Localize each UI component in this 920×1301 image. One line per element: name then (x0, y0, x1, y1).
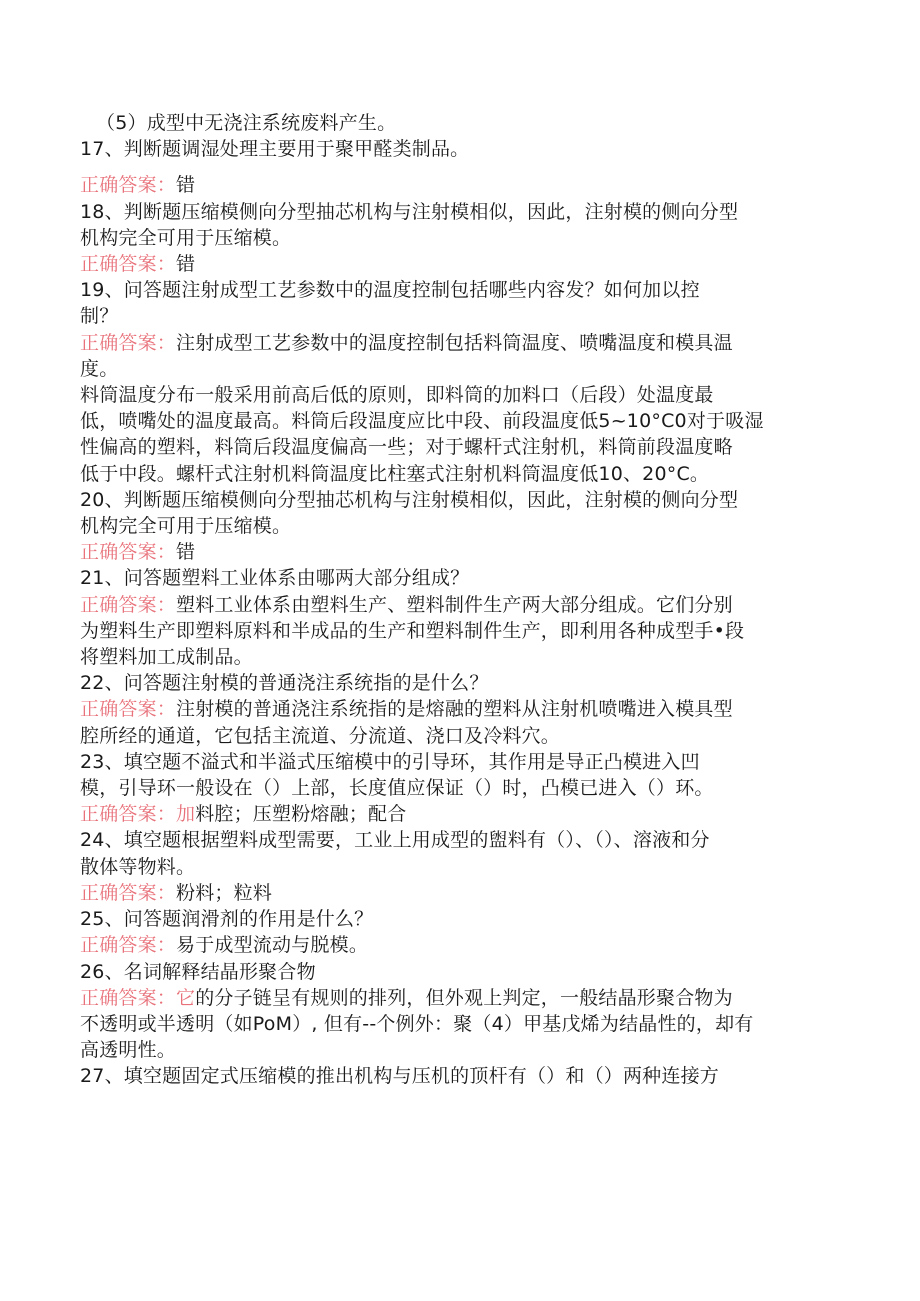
answer-label: 正确答案： (80, 253, 177, 276)
answer-line (80, 880, 820, 906)
answer-line (80, 330, 820, 356)
text-line: 21、问答题塑料工业体系由哪两大部分组成？ (80, 567, 470, 590)
text-line: 制？ (80, 305, 119, 328)
text-line: 度。 (80, 357, 119, 380)
text-line: （5）成型中无浇注系统废料产生。 (96, 112, 397, 134)
text-line: 20、判断题压缩模侧向分型抽芯机构与注射模相似，因此，注射模的侧向分型 (80, 488, 739, 511)
text-line: 18、判断题压缩模侧向分型抽芯机构与注射模相似，因此，注射模的侧向分型 (80, 200, 739, 223)
text-line: 不透明或半透明（如PoM）, 但有--个例外：聚（4）甲基戊烯为结晶性的，却有 (80, 1012, 754, 1035)
answer-label: 正确答案： (80, 698, 177, 721)
answer-label: 正确答案： (80, 541, 177, 564)
text-line: 为塑料生产即塑料原料和半成品的生产和塑料制件生产，即利用各种成型手•段 (80, 619, 745, 642)
answer-text: 塑料工业体系由塑料生产、塑料制件生产两大部分组成。它们分别 (176, 593, 733, 616)
text-line: 低于中段。螺杆式注射机料筒温度比柱塞式注射机料筒温度低10、20°C。 (80, 462, 710, 485)
answer-text: 粉料；粒料 (176, 881, 273, 904)
spacer (80, 162, 820, 172)
answer-text: 错 (176, 174, 196, 197)
answer-label: 正确答案：加 (80, 803, 196, 826)
answer-line (80, 172, 820, 198)
answer-text: 错 (176, 541, 196, 564)
answer-line (80, 932, 820, 958)
text-line: 26、名词解释结晶形聚合物 (80, 960, 316, 983)
text-line: 将塑料加工成制品。 (80, 646, 253, 669)
text-line: 19、问答题注射成型工艺参数中的温度控制包括哪些内容发？如何加以控 (80, 279, 700, 302)
answer-line (80, 539, 820, 565)
answer-label: 正确答案： (80, 331, 177, 354)
text-line: 机构完全可用于压缩模。 (80, 226, 292, 249)
text-line: 23、填空题不溢式和半溢式压缩模中的引导环，其作用是导正凸模进入凹 (80, 750, 700, 773)
text-line: 22、问答题注射模的普通浇注系统指的是什么？ (80, 672, 489, 695)
answer-label: 正确答案：它 (80, 986, 196, 1009)
answer-text: 易于成型流动与脱模。 (176, 934, 369, 957)
text-line: 17、判断题调湿处理主要用于聚甲醛类制品。 (80, 138, 470, 161)
text-line: 27、填空题固定式压缩模的推出机构与压机的顶杆有（）和（）两种连接方 (80, 1065, 719, 1088)
document-page (80, 110, 820, 1090)
answer-line (80, 801, 820, 827)
text-line: 25、问答题润滑剂的作用是什么？ (80, 908, 374, 931)
text-line: 24、填空题根据塑料成型需要，工业上用成型的盥料有（）、（）、溶液和分 (80, 829, 710, 852)
answer-label: 正确答案： (80, 593, 177, 616)
text-line: 低，喷嘴处的温度最高。料筒后段温度应比中段、前段温度低5~10°C0对于吸湿 (80, 410, 764, 433)
answer-text: 注射模的普通浇注系统指的是熔融的塑料从注射机喷嘴进入模具型 (176, 698, 733, 721)
answer-line (80, 592, 820, 618)
text-line: 腔所经的通道，它包括主流道、分流道、浇口及冷料穴。 (80, 724, 561, 747)
text-line: 高透明性。 (80, 1039, 177, 1062)
answer-text: 料腔；压塑粉熔融；配合 (195, 803, 407, 826)
answer-line (80, 251, 820, 277)
answer-label: 正确答案： (80, 174, 177, 197)
answer-text: 错 (176, 253, 196, 276)
text-line: 性偏高的塑料，料筒后段温度偏高一些；对于螺杆式注射机，料筒前段温度略 (80, 436, 733, 459)
text-line: 料筒温度分布一般采用前高后低的原则，即料筒的加料口（后段）处温度最 (80, 384, 714, 407)
answer-line (80, 985, 820, 1011)
answer-text: 的分子链呈有规则的排列，但外观上判定，一般结晶形聚合物为 (195, 986, 733, 1009)
text-line: 模，引导环一般设在（）上部，长度值应保证（）时，凸模已进入（）环。 (80, 777, 714, 800)
text-line: 散体等物料。 (80, 855, 196, 878)
answer-line (80, 696, 820, 722)
text-line: 机构完全可用于压缩模。 (80, 515, 292, 538)
answer-label: 正确答案： (80, 881, 177, 904)
answer-text: 注射成型工艺参数中的温度控制包括料筒温度、喷嘴温度和模具温 (176, 331, 733, 354)
answer-label: 正确答案： (80, 934, 177, 957)
